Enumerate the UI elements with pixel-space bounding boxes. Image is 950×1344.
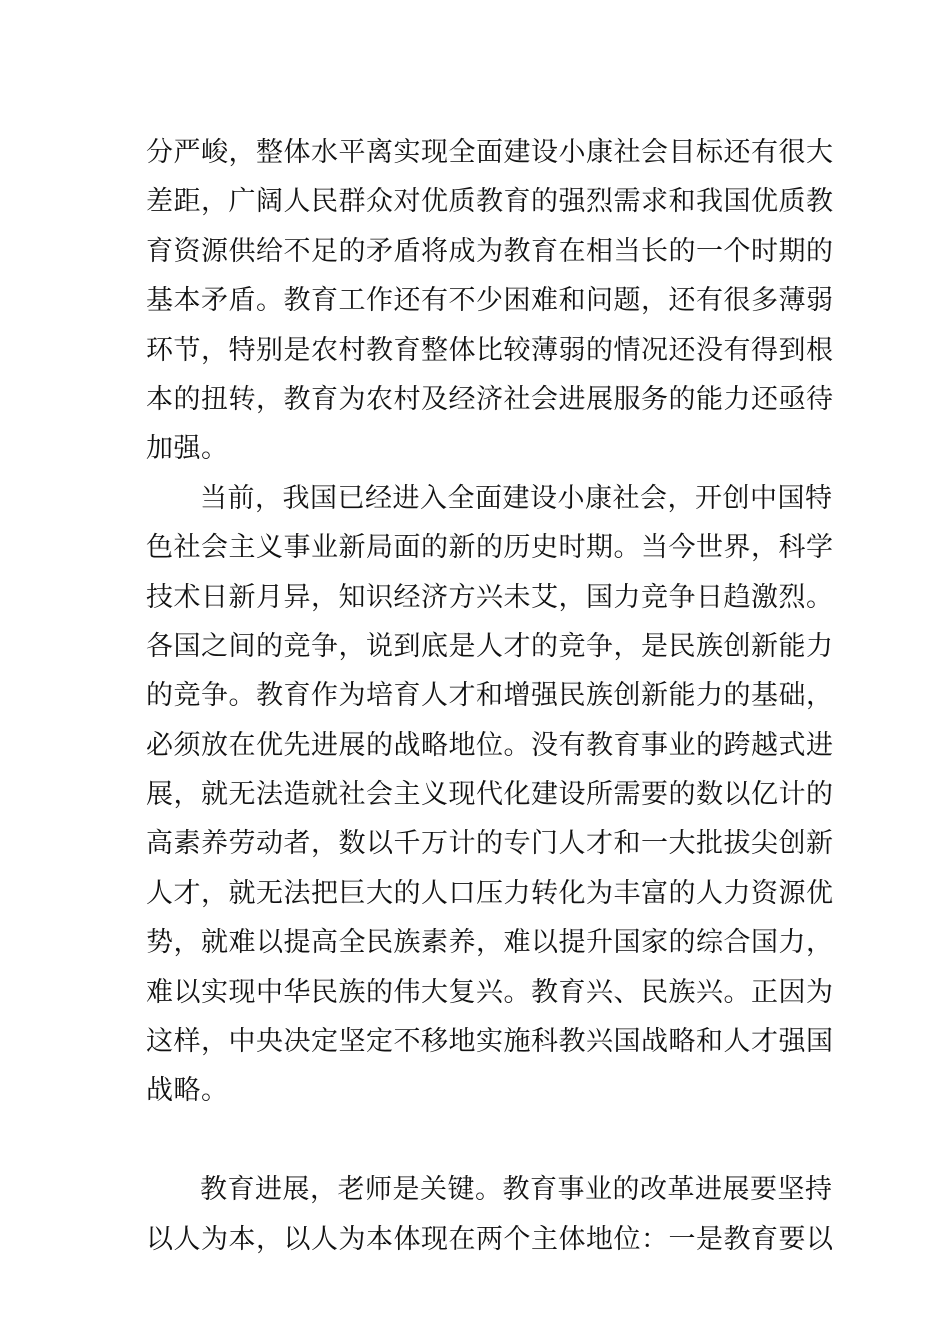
text-line: 高素养劳动者，数以千万计的专门人才和一大批拔尖创新	[146, 828, 834, 860]
text-line: 育资源供给不足的矛盾将成为教育在相当长的一个时期的	[146, 235, 834, 267]
text-line: 本的扭转，教育为农村及经济社会进展服务的能力还亟待	[146, 383, 834, 415]
text-line: 的竞争。教育作为培育人才和增强民族创新能力的基础，	[146, 680, 834, 712]
text-line: 以人为本，以人为本体现在两个主体地位：一是教育要以	[146, 1223, 834, 1255]
text-line: 差距，广阔人民群众对优质教育的强烈需求和我国优质教	[146, 186, 834, 218]
text-line: 势，就难以提高全民族素养，难以提升国家的综合国力，	[146, 927, 834, 959]
paragraph-2	[146, 474, 834, 1165]
text-line: 难以实现中华民族的伟大复兴。教育兴、民族兴。正因为	[146, 976, 834, 1008]
text-line: 加强。	[146, 433, 229, 465]
text-line: 这样，中央决定坚定不移地实施科教兴国战略和人才强国	[146, 1026, 834, 1058]
document-body	[146, 128, 834, 1264]
text-line: 环节，特别是农村教育整体比较薄弱的情况还没有得到根	[146, 334, 834, 366]
text-line: 基本矛盾。教育工作还有不少困难和问题，还有很多薄弱	[146, 285, 834, 317]
paragraph-3	[146, 1165, 834, 1264]
text-line: 技术日新月异，知识经济方兴未艾，国力竞争日趋激烈。	[146, 581, 834, 613]
text-line-first: 教育进展，老师是关键。教育事业的改革进展要坚持	[200, 1174, 833, 1206]
text-line: 展，就无法造就社会主义现代化建设所需要的数以亿计的	[146, 779, 834, 811]
text-line: 分严峻，整体水平离实现全面建设小康社会目标还有很大	[146, 137, 834, 168]
text-line: 色社会主义事业新局面的新的历史时期。当今世界，科学	[146, 532, 834, 564]
text-line: 战略。	[146, 1075, 229, 1107]
text-line: 必须放在优先进展的战略地位。没有教育事业的跨越式进	[146, 729, 834, 761]
text-line: 人才，就无法把巨大的人口压力转化为丰富的人力资源优	[146, 877, 834, 909]
text-line: 各国之间的竞争，说到底是人才的竞争，是民族创新能力	[146, 630, 834, 662]
paragraph-1	[146, 128, 834, 474]
text-line-first: 当前，我国已经进入全面建设小康社会，开创中国特	[200, 482, 833, 514]
text-line	[146, 1116, 806, 1165]
